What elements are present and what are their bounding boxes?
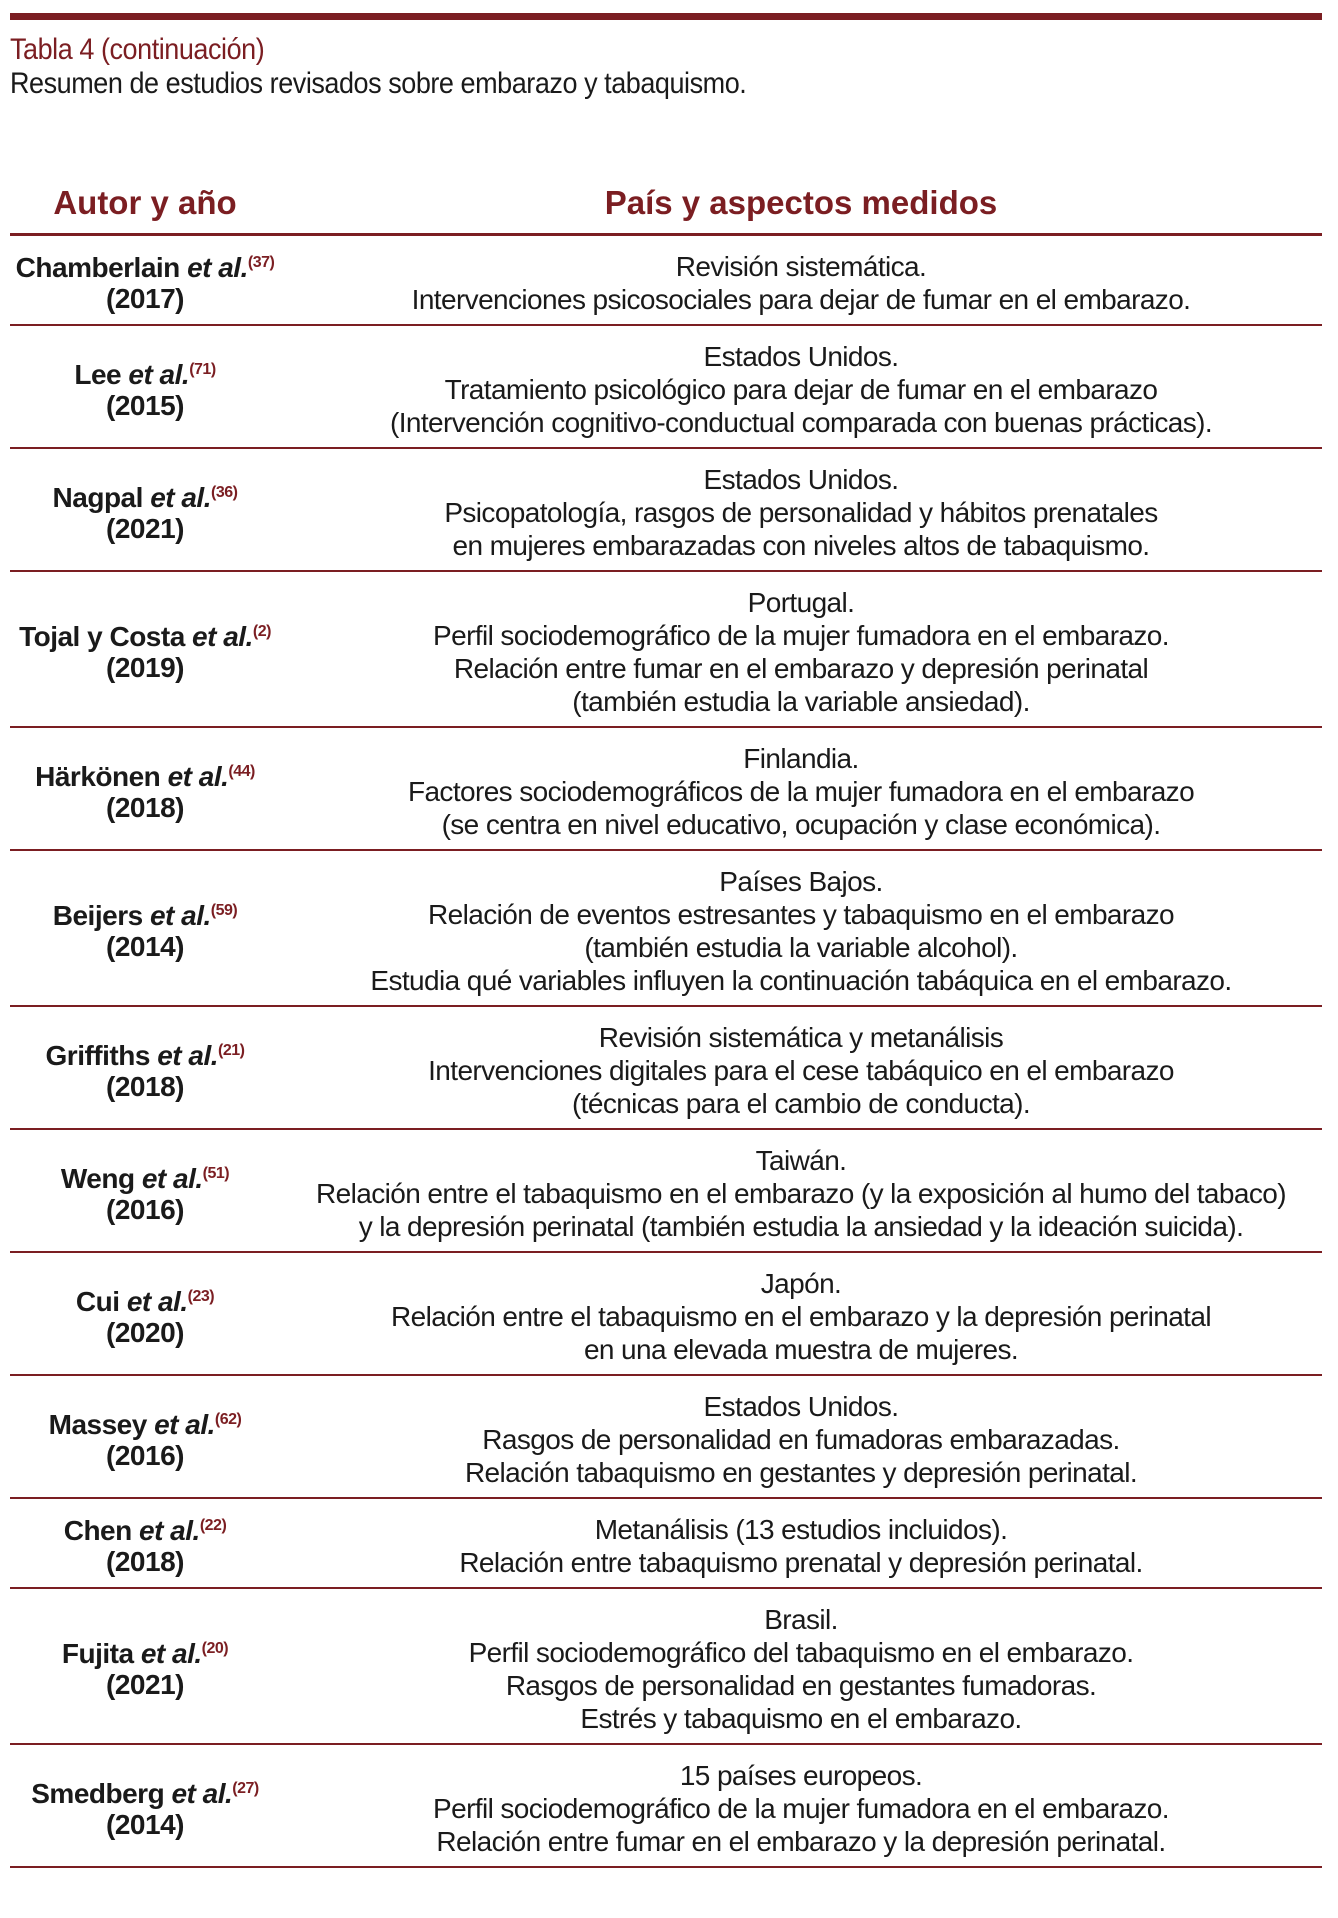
author-cell (10, 482, 280, 544)
table-caption-title: Tabla 4 (continuación) (10, 33, 265, 66)
aspects-cell (280, 1513, 1322, 1579)
et-al: et al. (187, 252, 248, 283)
aspect-line: Perfil sociodemográfico del tabaquismo en el embarazo. (468, 1637, 1134, 1668)
author-name-line (10, 359, 280, 390)
et-al: et al. (126, 1285, 188, 1317)
author-name-line (10, 482, 280, 513)
author-cell (10, 359, 280, 421)
aspect-line: (también estudia la variable ansiedad). (572, 686, 1030, 717)
author-name: Smedberg (31, 1777, 165, 1809)
aspect-line: Taiwán. (755, 1145, 847, 1176)
aspects-cell (280, 463, 1322, 562)
author-name: Fujita (61, 1638, 134, 1669)
aspect-line: Tratamiento psicológico para dejar de fumar en el embarazo (444, 374, 1158, 405)
author-name-line (10, 1286, 280, 1317)
author-name-line (10, 761, 280, 792)
author-name-line (10, 1040, 280, 1071)
author-cell (10, 252, 280, 314)
author-name: Lee (74, 358, 122, 390)
aspect-line: Relación entre el tabaquismo en el embarazo y la depresión perinatal (391, 1301, 1211, 1332)
author-name-line (10, 252, 280, 283)
table-row (10, 1376, 1322, 1499)
table-row (10, 851, 1322, 1007)
table-row (10, 236, 1322, 326)
et-al: et al. (192, 621, 253, 652)
reference-number: (23) (187, 1287, 215, 1305)
author-name-line (10, 1515, 280, 1546)
aspect-line: Revisión sistemática y metanálisis (598, 1022, 1004, 1053)
et-al: et al. (149, 900, 211, 931)
aspects-cell (280, 1603, 1322, 1735)
author-name-line (10, 1409, 280, 1440)
author-name: Beijers (52, 900, 143, 931)
aspect-line: Estados Unidos. (703, 464, 899, 495)
table-row (10, 1589, 1322, 1745)
author-cell (10, 761, 280, 823)
author-cell (10, 1040, 280, 1102)
aspects-cell (280, 865, 1322, 997)
author-name-line (10, 1163, 280, 1194)
et-al: et al. (171, 1777, 233, 1809)
aspect-line: Perfil sociodemográfico de la mujer fumadora en el embarazo. (433, 1793, 1169, 1824)
author-name-line (10, 1638, 280, 1669)
aspect-line: (técnicas para el cambio de conducta). (571, 1088, 1031, 1119)
studies-table (10, 178, 1322, 1868)
aspects-cell (280, 586, 1322, 718)
et-al: et al. (128, 358, 190, 390)
et-al: et al. (139, 1515, 200, 1546)
reference-number: (36) (211, 483, 238, 501)
aspect-line: Estudia qué variables influyen la continuación tabáquica en el embarazo. (370, 965, 1232, 996)
author-year: (2018) (106, 1070, 184, 1102)
aspect-line: en mujeres embarazadas con niveles altos de tabaquismo. (452, 530, 1150, 561)
aspects-cell (280, 1759, 1322, 1858)
author-year: (2014) (106, 931, 184, 962)
et-al: et al. (154, 1408, 215, 1440)
author-year: (2021) (106, 1669, 184, 1700)
author-name-line (10, 1778, 280, 1809)
reference-number: (20) (201, 1640, 229, 1657)
aspects-cell (280, 1390, 1322, 1489)
author-year: (2018) (106, 791, 184, 823)
author-year: (2016) (106, 1439, 184, 1471)
aspect-line: Relación entre tabaquismo prenatal y depresión perinatal. (459, 1547, 1143, 1578)
aspect-line: (Intervención cognitivo-conductual comparada con buenas prácticas). (389, 407, 1213, 438)
author-cell (10, 1778, 280, 1840)
table-header-row (10, 178, 1322, 236)
author-cell (10, 1286, 280, 1348)
aspect-line: Estados Unidos. (703, 1391, 899, 1422)
table-row (10, 572, 1322, 728)
aspect-line: Países Bajos. (719, 866, 883, 897)
aspects-cell (280, 1267, 1322, 1366)
aspect-line: Revisión sistemática. (675, 251, 927, 282)
aspect-line: Rasgos de personalidad en fumadoras embarazadas. (482, 1424, 1120, 1455)
aspects-cell (280, 1021, 1322, 1120)
author-cell (10, 1409, 280, 1471)
table-row (10, 1007, 1322, 1130)
author-cell (10, 1515, 280, 1577)
table-row (10, 1130, 1322, 1253)
aspect-line: Finlandia. (743, 743, 859, 774)
aspect-line: Japón. (760, 1268, 842, 1299)
author-name: Nagpal (52, 481, 143, 513)
reference-number: (2) (252, 623, 271, 640)
et-al: et al. (150, 481, 211, 513)
et-al: et al. (141, 1162, 203, 1194)
author-year: (2020) (106, 1316, 184, 1348)
aspect-line: Metanálisis (13 estudios incluidos). (594, 1514, 1008, 1545)
aspect-line: Estados Unidos. (703, 341, 899, 372)
author-year: (2018) (106, 1546, 184, 1577)
aspect-line: Perfil sociodemográfico de la mujer fumadora en el embarazo. (433, 620, 1169, 651)
table-caption-subtitle: Resumen de estudios revisados sobre embarazo y tabaquismo. (10, 67, 747, 100)
author-name: Chen (63, 1515, 132, 1546)
aspect-line: Relación entre fumar en el embarazo y la depresión perinatal. (436, 1826, 1166, 1857)
aspect-line: Relación tabaquismo en gestantes y depresión perinatal. (464, 1457, 1138, 1488)
author-cell (10, 1163, 280, 1225)
header-author-year: Autor y año (53, 184, 237, 221)
reference-number: (71) (189, 360, 216, 378)
author-cell (10, 900, 280, 962)
table-row (10, 728, 1322, 851)
author-cell (10, 1638, 280, 1700)
author-cell (10, 621, 280, 683)
et-al: et al. (140, 1638, 202, 1669)
table-row (10, 449, 1322, 572)
author-name: Härkönen (35, 760, 161, 792)
table-body (10, 236, 1322, 1868)
header-country-aspects: País y aspectos medidos (604, 184, 998, 221)
aspect-line: Relación entre el tabaquismo en el embarazo (y la exposición al humo del tabaco) (316, 1178, 1286, 1209)
author-year: (2021) (106, 512, 184, 544)
table-row (10, 1499, 1322, 1589)
aspect-line: en una elevada muestra de mujeres. (583, 1334, 1019, 1365)
et-al: et al. (157, 1039, 219, 1071)
author-name-line (10, 900, 280, 931)
aspect-line: Rasgos de personalidad en gestantes fumadoras. (505, 1670, 1097, 1701)
author-name: Chamberlain (15, 252, 180, 283)
reference-number: (22) (199, 1517, 227, 1534)
author-name: Griffiths (45, 1039, 150, 1071)
aspect-line: Relación de eventos estresantes y tabaquismo en el embarazo (428, 899, 1174, 930)
reference-number: (62) (214, 1410, 242, 1428)
author-year: (2014) (106, 1808, 184, 1840)
aspect-line: Intervenciones digitales para el cese tabáquico en el embarazo (428, 1055, 1174, 1086)
reference-number: (27) (232, 1779, 259, 1797)
aspect-line: Psicopatología, rasgos de personalidad y hábitos prenatales (444, 497, 1158, 528)
reference-number: (21) (218, 1041, 245, 1059)
aspects-cell (280, 1144, 1322, 1243)
author-name: Tojal y Costa (19, 621, 185, 652)
aspect-line: y la depresión perinatal (también estudia la ansiedad y la ideación suicida). (358, 1211, 1244, 1242)
table-row (10, 1745, 1322, 1868)
et-al: et al. (167, 760, 229, 792)
author-name: Weng (60, 1162, 135, 1194)
aspect-line: (también estudia la variable alcohol). (584, 932, 1018, 963)
aspect-line: Estrés y tabaquismo en el embarazo. (580, 1703, 1022, 1734)
aspect-line: Portugal. (747, 587, 855, 618)
aspect-line: Brasil. (764, 1604, 838, 1635)
aspects-cell (280, 340, 1322, 439)
reference-number: (44) (228, 762, 255, 780)
aspect-line: Relación entre fumar en el embarazo y depresión perinatal (453, 653, 1149, 684)
author-name: Cui (75, 1285, 120, 1317)
aspect-line: Intervenciones psicosociales para dejar de fumar en el embarazo. (411, 284, 1191, 315)
reference-number: (51) (202, 1164, 230, 1182)
top-rule (10, 13, 1322, 20)
aspect-line: (se centra en nivel educativo, ocupación y clase económica). (441, 809, 1161, 840)
author-name: Massey (48, 1408, 147, 1440)
aspects-cell (280, 250, 1322, 316)
aspects-cell (280, 742, 1322, 841)
author-year: (2017) (106, 283, 184, 314)
table-row (10, 1253, 1322, 1376)
table-row (10, 326, 1322, 449)
reference-number: (37) (247, 254, 275, 271)
aspect-line: Factores sociodemográficos de la mujer fumadora en el embarazo (407, 776, 1195, 807)
author-year: (2015) (106, 389, 184, 421)
author-name-line (10, 621, 280, 652)
author-year: (2016) (106, 1193, 184, 1225)
reference-number: (59) (210, 902, 238, 919)
aspect-line: 15 países europeos. (679, 1760, 923, 1791)
author-year: (2019) (106, 652, 184, 683)
